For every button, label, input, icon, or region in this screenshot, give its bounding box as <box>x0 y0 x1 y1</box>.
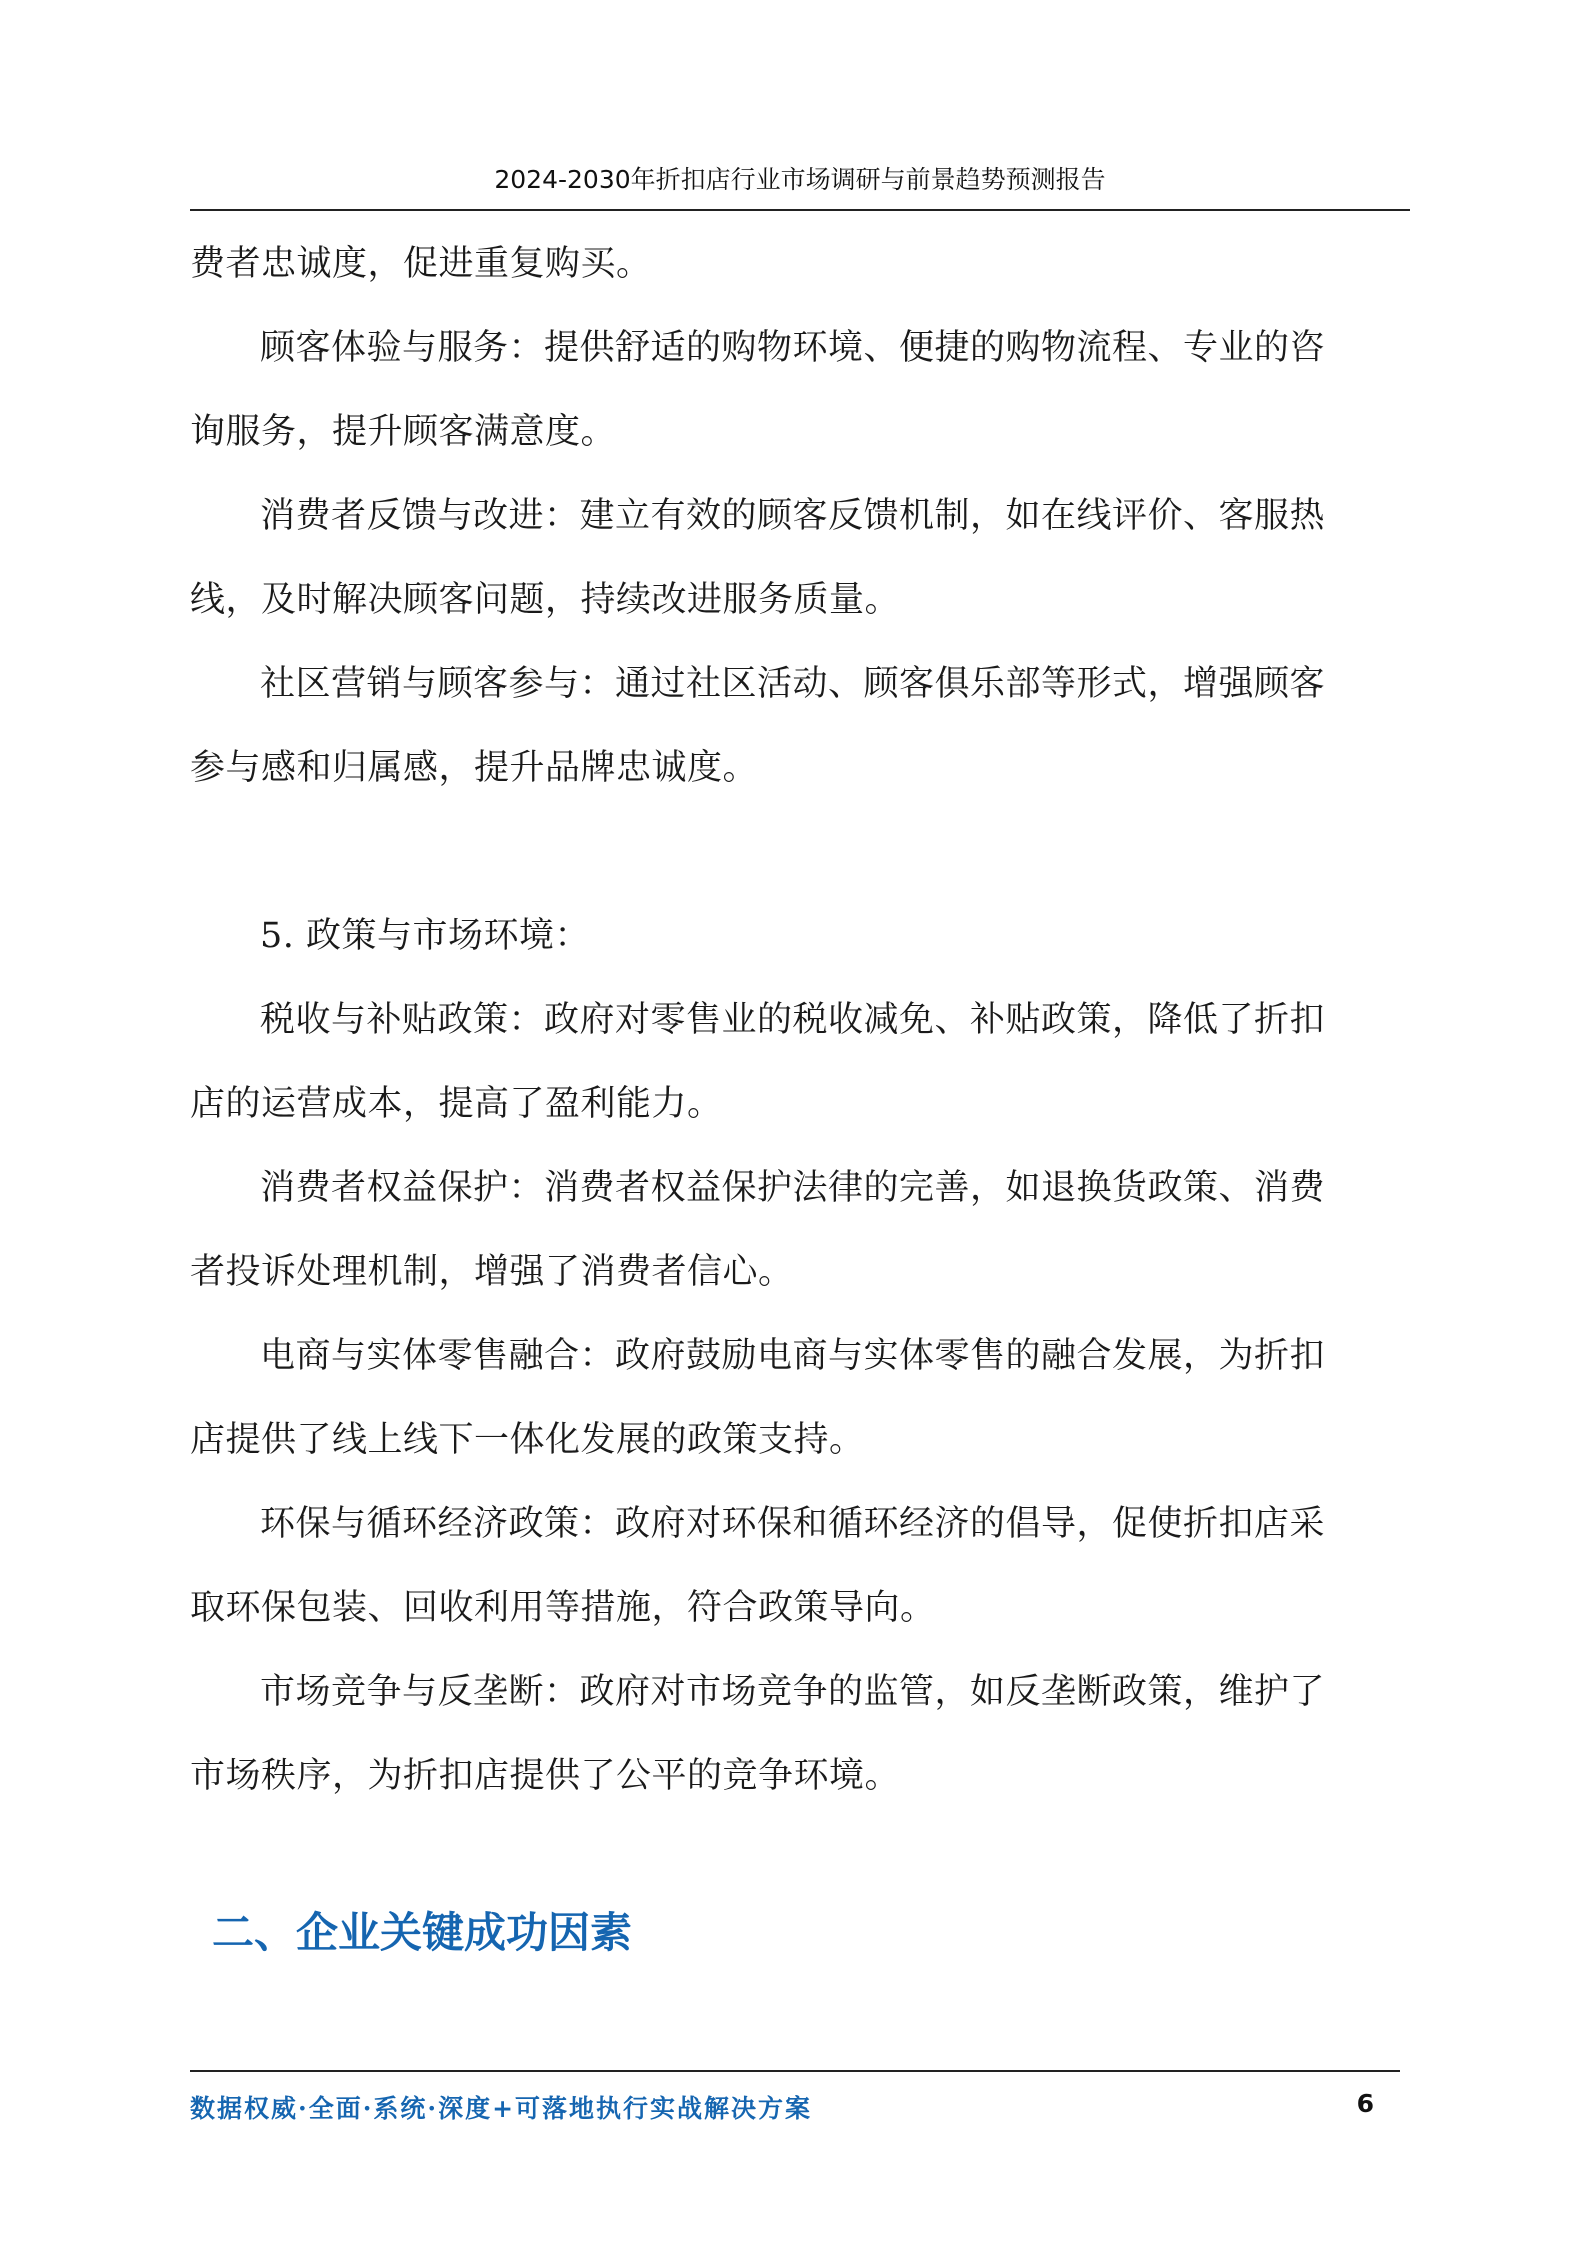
paragraph-tax-subsidy-cont: 店的运营成本，提高了盈利能力。 <box>190 1084 723 1124</box>
paragraph-consumer-feedback: 消费者反馈与改进：建立有效的顾客反馈机制，如在线评价、客服热 <box>260 496 1326 536</box>
paragraph-consumer-rights: 消费者权益保护：消费者权益保护法律的完善，如退换货政策、消费 <box>260 1168 1326 1208</box>
paragraph-ecommerce-integration-cont: 店提供了线上线下一体化发展的政策支持。 <box>190 1420 865 1460</box>
footer-slogan: 数据权威·全面·系统·深度+可落地执行实战解决方案 <box>190 2094 813 2123</box>
paragraph-antitrust-cont: 市场秩序，为折扣店提供了公平的竞争环境。 <box>190 1756 901 1796</box>
paragraph-community-marketing: 社区营销与顾客参与：通过社区活动、顾客俱乐部等形式，增强顾客 <box>260 664 1326 704</box>
paragraph-consumer-rights-cont: 者投诉处理机制，增强了消费者信心。 <box>190 1252 794 1292</box>
paragraph-tax-subsidy: 税收与补贴政策：政府对零售业的税收减免、补贴政策，降低了折扣 <box>260 1000 1326 1040</box>
subheading-policy-market: 5. 政策与市场环境： <box>260 916 591 956</box>
footer-divider <box>190 2070 1400 2072</box>
paragraph-environmental-policy: 环保与循环经济政策：政府对环保和循环经济的倡导，促使折扣店采 <box>260 1504 1326 1544</box>
paragraph-environmental-policy-cont: 取环保包装、回收利用等措施，符合政策导向。 <box>190 1588 936 1628</box>
paragraph-consumer-feedback-cont: 线，及时解决顾客问题，持续改进服务质量。 <box>190 580 901 620</box>
page-number: 6 <box>1356 2089 1374 2118</box>
header-divider <box>190 209 1410 211</box>
header-title: 2024-2030年折扣店行业市场调研与前景趋势预测报告 <box>494 165 1106 194</box>
paragraph-ecommerce-integration: 电商与实体零售融合：政府鼓励电商与实体零售的融合发展，为折扣 <box>260 1336 1326 1376</box>
section-heading: 二、企业关键成功因素 <box>212 1908 633 1957</box>
paragraph-customer-experience-cont: 询服务，提升顾客满意度。 <box>190 412 617 452</box>
paragraph-customer-experience: 顾客体验与服务：提供舒适的购物环境、便捷的购物流程、专业的咨 <box>260 328 1326 368</box>
paragraph-continuation: 费者忠诚度，促进重复购买。 <box>190 244 652 284</box>
spacer <box>190 810 1400 894</box>
body-content <box>190 222 1400 1818</box>
paragraph-antitrust: 市场竞争与反垄断：政府对市场竞争的监管，如反垄断政策，维护了 <box>260 1672 1326 1712</box>
paragraph-community-marketing-cont: 参与感和归属感，提升品牌忠诚度。 <box>190 748 759 788</box>
